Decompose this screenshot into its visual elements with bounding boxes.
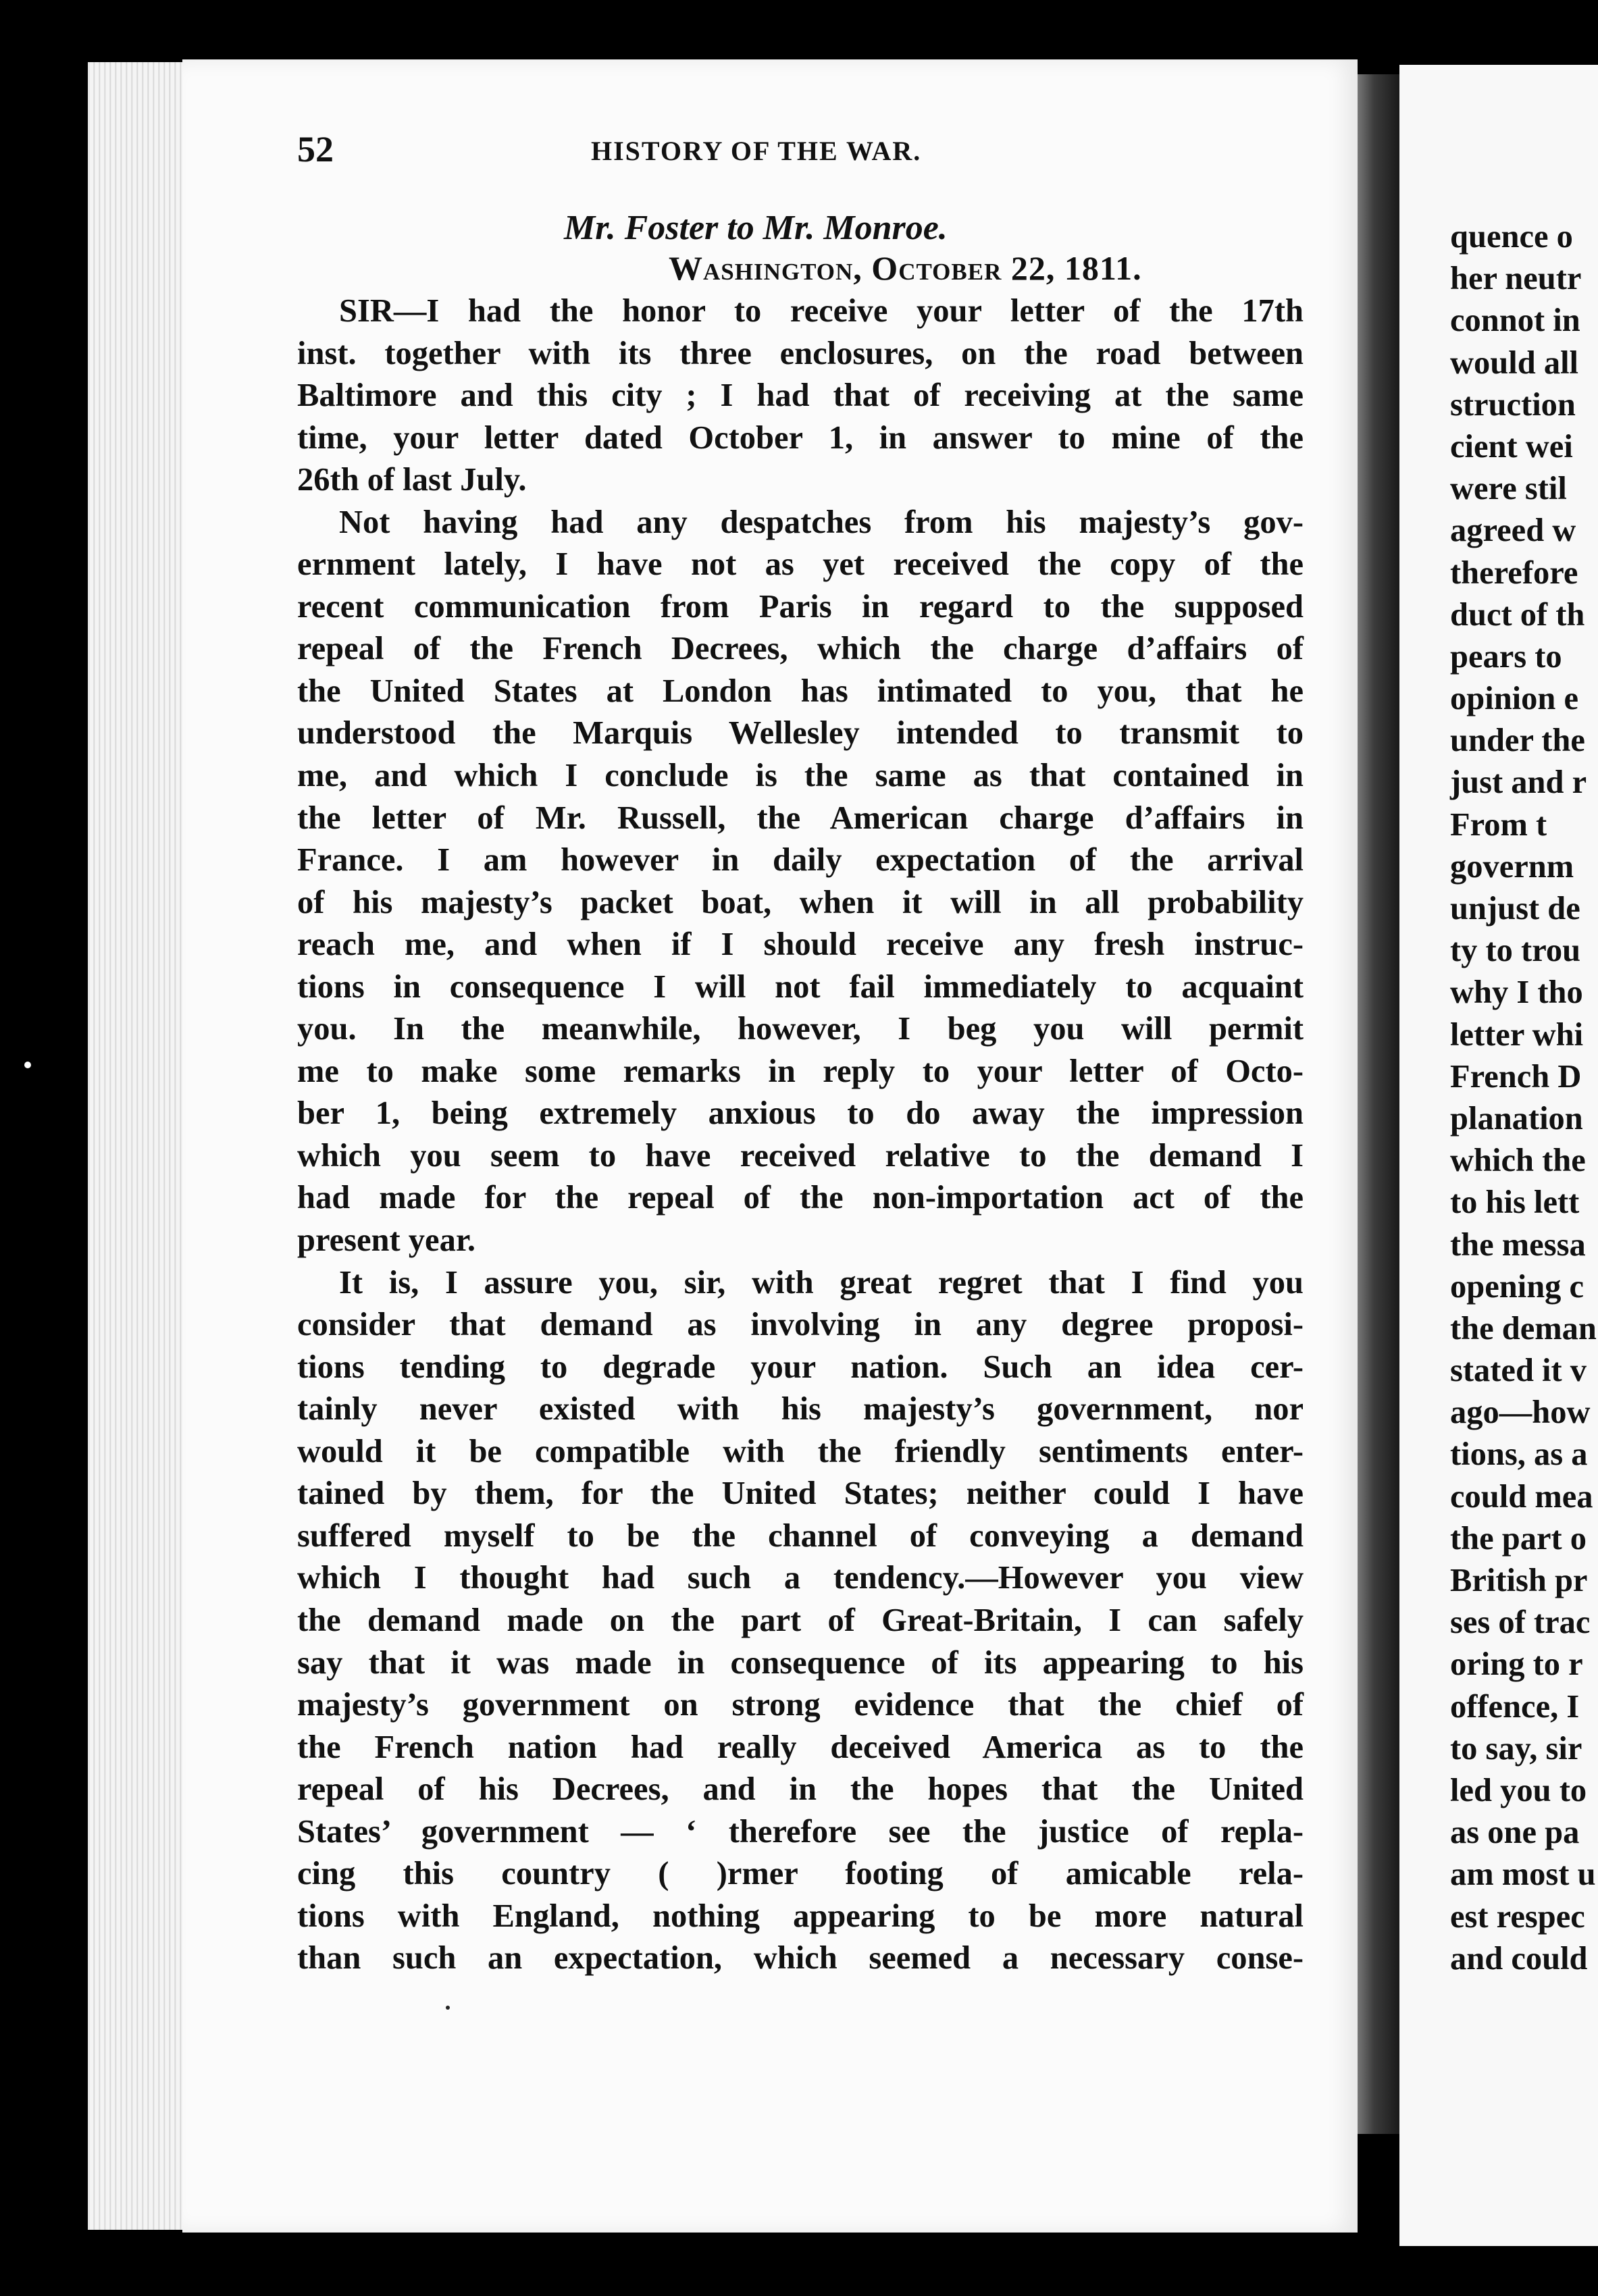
- facing-text-line: tions, as a: [1450, 1436, 1588, 1473]
- facing-text-line: to say, sir: [1450, 1730, 1582, 1767]
- text-line: you. In the meanwhile, however, I beg you will permit: [297, 1011, 1304, 1047]
- text-line: repeal of his Decrees, and in the hopes that the United: [297, 1771, 1304, 1808]
- text-line: time, your letter dated October 1, in answer to mine of the: [297, 419, 1304, 456]
- facing-page-text: [1450, 216, 1598, 1980]
- facing-text-line: letter whi: [1450, 1016, 1584, 1053]
- facing-text-line: stated it v: [1450, 1353, 1587, 1389]
- running-head: HISTORY OF THE WAR.: [591, 136, 922, 166]
- facing-text-line: why I tho: [1450, 974, 1583, 1011]
- facing-text-line: planation: [1450, 1100, 1583, 1137]
- text-line: the French nation had really deceived America as to the: [297, 1729, 1304, 1765]
- book-gutter: [1358, 74, 1399, 2134]
- text-line: tained by them, for the United States; neither could I have: [297, 1476, 1304, 1512]
- facing-text-line: and could: [1450, 1940, 1588, 1977]
- text-line: me, and which I conclude is the same as that contained in: [297, 758, 1304, 794]
- facing-text-line: just and r: [1450, 764, 1587, 801]
- text-line: reach me, and when if I should receive any fresh instruc-: [297, 927, 1304, 963]
- facing-text-line: British pr: [1450, 1563, 1588, 1598]
- text-line: ber 1, being extremely anxious to do away the impression: [297, 1095, 1304, 1132]
- facing-text-line: ses of trac: [1450, 1604, 1591, 1641]
- letter-title: Mr. Foster to Mr. Monroe.: [564, 209, 948, 247]
- text-line: SIR—I had the honor to receive your letter of the 17th: [339, 293, 1304, 329]
- text-line: majesty’s government on strong evidence that the chief of: [297, 1687, 1304, 1723]
- page-header: [297, 128, 1310, 169]
- page-edge-stack: [88, 62, 191, 2230]
- facing-text-line: offence, I: [1450, 1688, 1580, 1725]
- facing-text-line: ago—how: [1450, 1394, 1591, 1431]
- text-line: tions with England, nothing appearing to be more natural: [297, 1898, 1304, 1934]
- text-line: It is, I assure you, sir, with great regret that I find you: [339, 1264, 1304, 1301]
- facing-text-line: the deman: [1450, 1310, 1597, 1347]
- facing-text-line: the messa: [1450, 1226, 1586, 1263]
- facing-text-line: governm: [1450, 848, 1574, 885]
- text-line: States’ government — ‘ therefore see the justice of repla-: [297, 1813, 1304, 1850]
- text-line: Not having had any despatches from his majesty’s gov-: [339, 504, 1304, 540]
- facing-text-line: quence o: [1450, 219, 1573, 255]
- text-line: ernment lately, I have not as yet received the copy of the: [297, 546, 1304, 583]
- text-line: present year.: [297, 1222, 476, 1259]
- facing-text-line: connot in: [1450, 303, 1580, 339]
- facing-text-line: agreed w: [1450, 513, 1576, 549]
- facing-text-line: therefore: [1450, 554, 1578, 591]
- facing-text-line: est respec: [1450, 1898, 1585, 1935]
- facing-page: [1399, 65, 1598, 2246]
- text-line: had made for the repeal of the non-importation act of the: [297, 1180, 1304, 1216]
- facing-text-line: under the: [1450, 723, 1585, 759]
- facing-text-line: which the: [1450, 1143, 1586, 1179]
- text-line: of his majesty’s packet boat, when it will in all probability: [297, 884, 1304, 920]
- text-line: would it be compatible with the friendly sentiments enter-: [297, 1433, 1304, 1469]
- facing-text-line: to his lett: [1450, 1184, 1580, 1221]
- text-line: tions in consequence I will not fail immediately to acquaint: [297, 968, 1304, 1005]
- facing-text-line: oring to r: [1450, 1646, 1583, 1683]
- facing-text-line: struction: [1450, 386, 1576, 423]
- text-line: inst. together with its three enclosures, on the road between: [297, 335, 1304, 371]
- text-line: understood the Marquis Wellesley intended to transmit to: [297, 715, 1304, 752]
- page-number: 52: [297, 129, 334, 169]
- facing-text-line: her neutr: [1450, 261, 1582, 297]
- text-line: Baltimore and this city ; I had that of receiving at the same: [297, 377, 1304, 414]
- facing-text-line: ty to trou: [1450, 933, 1581, 969]
- facing-text-line: were stil: [1450, 471, 1567, 507]
- ink-dot: [446, 2006, 450, 2010]
- facing-text-line: would all: [1450, 344, 1579, 381]
- text-line: France. I am however in daily expectation of the arrival: [297, 842, 1304, 879]
- facing-text-line: duct of th: [1450, 596, 1585, 633]
- facing-text-line: led you to: [1450, 1772, 1587, 1808]
- letter-body: [297, 290, 1304, 1980]
- text-line: the letter of Mr. Russell, the American charge d’affairs in: [297, 800, 1304, 836]
- text-line: cing this country ( )rmer footing of amicable rela-: [297, 1856, 1304, 1892]
- text-line: which you seem to have received relative to the demand I: [297, 1137, 1304, 1174]
- facing-text-line: French D: [1450, 1058, 1582, 1095]
- text-line: the demand made on the part of Great-Britain, I can safely: [297, 1602, 1304, 1638]
- text-line: than such an expectation, which seemed a necessary conse-: [297, 1940, 1304, 1977]
- text-line: me to make some remarks in reply to your letter of Octo-: [297, 1053, 1304, 1089]
- facing-text-line: am most u: [1450, 1856, 1596, 1893]
- facing-text-line: From t: [1450, 806, 1547, 843]
- text-line: say that it was made in consequence of its appearing to his: [297, 1644, 1304, 1681]
- facing-text-line: as one pa: [1450, 1815, 1580, 1851]
- text-line: recent communication from Paris in regard to the supposed: [297, 588, 1304, 625]
- text-line: tions tending to degrade your nation. Such an idea cer-: [297, 1349, 1304, 1385]
- text-line: tainly never existed with his majesty’s government, nor: [297, 1391, 1304, 1428]
- facing-text-line: cient wei: [1450, 428, 1573, 465]
- text-line: 26th of last July.: [297, 462, 527, 498]
- text-line: the United States at London has intimated to you, that he: [297, 673, 1304, 709]
- text-line: consider that demand as involving in any degree proposi-: [297, 1307, 1304, 1343]
- facing-text-line: pears to: [1450, 638, 1562, 675]
- facing-text-line: could mea: [1450, 1478, 1593, 1515]
- text-line: suffered myself to be the channel of conveying a demand: [297, 1517, 1304, 1554]
- facing-text-line: opening c: [1450, 1268, 1584, 1305]
- facing-text-line: unjust de: [1450, 891, 1580, 927]
- letter-dateline: Washington, October 22, 1811.: [669, 249, 1142, 287]
- text-line: which I thought had such a tendency.—However you view: [297, 1560, 1304, 1596]
- scan-speck: [24, 1062, 31, 1068]
- facing-text-line: opinion e: [1450, 681, 1579, 717]
- facing-text-line: the part o: [1450, 1520, 1587, 1557]
- text-line: repeal of the French Decrees, which the charge d’affairs of: [297, 631, 1304, 667]
